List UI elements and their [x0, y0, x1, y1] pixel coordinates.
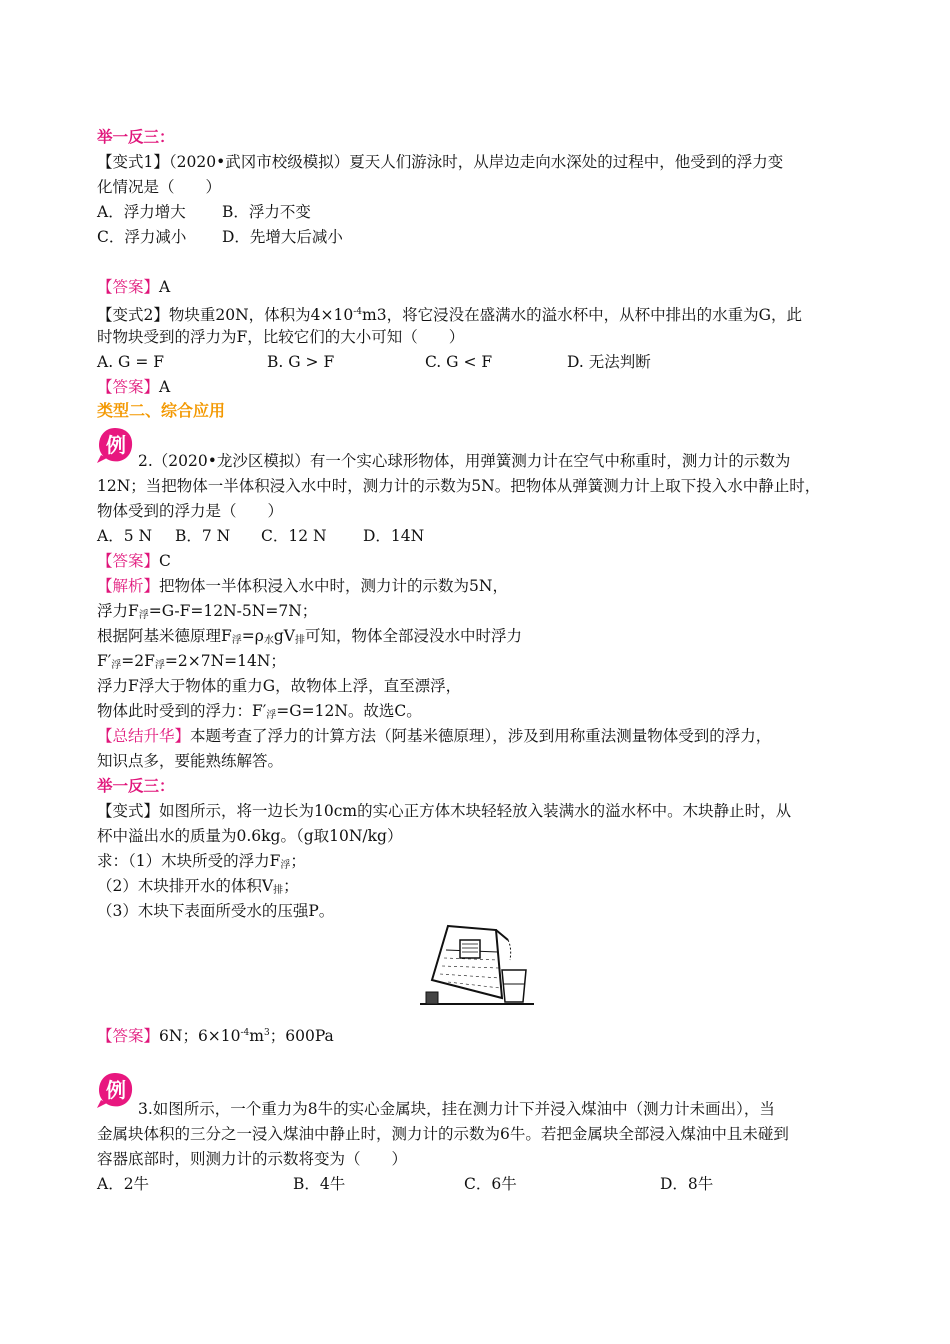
variant1-label: 【变式1】	[97, 153, 169, 171]
variant2-option-c: C. G < F	[425, 353, 493, 371]
variant1-option-d: D．先增大后减小	[222, 228, 343, 246]
example3-option-a: A．2牛	[97, 1175, 150, 1193]
section-heading-1: 举一反三：	[97, 128, 175, 146]
example3-option-c: C．6牛	[464, 1175, 517, 1193]
example2-option-b: B．7 N	[175, 527, 231, 545]
section-heading-2: 举一反三：	[97, 777, 175, 795]
example2-option-a: A．5 N	[97, 527, 153, 545]
variant2-question: 【变式2】物块重20N，体积为$4\times 10^{-4}m3$，将它浸没在盛满水的溢水杯中，从杯中排出的水重为G，此	[97, 306, 802, 324]
example3-question-line3: 容器底部时，则测力计的示数将变为（ ）	[97, 1150, 408, 1168]
example2-analysis-line1: 【解析】把物体一半体积浸入水中时，测力计的示数为5N，	[97, 577, 508, 595]
variant3-label: 【变式】	[97, 802, 160, 820]
example2-summary-line2: 知识点多，要能熟练解答。	[97, 752, 284, 770]
variant1-option-a: A．浮力增大	[97, 203, 186, 221]
variant1-question-line2: 化情况是（ ）	[97, 178, 222, 196]
example3-question-line1: 3.如图所示，一个重力为8牛的实心金属块，挂在测力计下并浸入煤油中（测力计未画出），当	[138, 1100, 775, 1118]
variant3-q3: （3）木块下表面所受水的压强P。	[97, 902, 335, 920]
example2-analysis-line4: $F'_浮=2F_浮=2\times 7N=14N$；	[97, 652, 286, 671]
example2-question-line2: 12N；当把物体一半体积浸入水中时，测力计的示数为5N。把物体从弹簧测力计上取下投入水中静止时，	[97, 477, 821, 495]
variant1-question: 【变式1】（2020•武冈市校级模拟）夏天人们游泳时，从岸边走向水深处的过程中，他受到的浮力变	[97, 153, 784, 171]
example3-option-b: B．4牛	[293, 1175, 346, 1193]
variant3-answer: 【答案】6N；$6\times 10^{-4}m^3$；600Pa	[97, 1027, 334, 1045]
example2-analysis-line2: 浮力$F_浮=G-F=12N-5N=7N$；	[97, 602, 318, 621]
variant2-label: 【变式2】	[97, 306, 169, 324]
variant3-question: 【变式】如图所示，将一边长为10cm的实心正方体木块轻轻放入装满水的溢水杯中。木块静止时，从	[97, 802, 792, 820]
example2-answer: 【答案】C	[97, 552, 171, 570]
example2-analysis-line3: 根据阿基米德原理$F_浮=\rho_水gV_排$可知，物体全部浸没水中时浮力	[97, 627, 523, 646]
variant1-options-row2	[97, 226, 343, 248]
variant1-option-c: C．浮力减小	[97, 228, 187, 246]
variant2-option-b: B. G > F	[267, 353, 335, 371]
variant3-question-line2: 杯中溢出水的质量为0.6kg。（g取10N/kg）	[97, 827, 403, 845]
variant2-option-a: A. G = F	[97, 353, 165, 371]
example2-option-d: D．14N	[363, 527, 425, 545]
example2-badge-text: 例	[106, 433, 126, 457]
variant2-answer: 【答案】A	[97, 378, 171, 396]
example2-options	[97, 525, 424, 547]
type2-heading: 类型二、综合应用	[97, 401, 226, 420]
variant2-options	[97, 351, 651, 373]
example2-analysis-line5: 浮力F浮大于物体的重力G，故物体上浮，直至漂浮，	[97, 677, 462, 695]
variant1-option-b: B．浮力不变	[222, 203, 311, 221]
variant3-q2: （2）木块排开水的体积$V_排$；	[97, 877, 299, 896]
example3-badge-text: 例	[106, 1078, 126, 1102]
variant3-q1: 求：（1）木块所受的浮力$F_浮$；	[97, 852, 306, 871]
example3-option-d: D．8牛	[660, 1175, 714, 1193]
variant2-option-d: D. 无法判断	[567, 353, 651, 371]
example2-analysis-line6: 物体此时受到的浮力：$F'_浮=G=12N$。故选C。	[97, 702, 422, 721]
example2-question-line1: 2.（2020•龙沙区模拟）有一个实心球形物体，用弹簧测力计在空气中称重时，测力计的示数为	[138, 452, 791, 470]
example3-options	[97, 1173, 713, 1195]
example2-option-c: C．12 N	[261, 527, 327, 545]
example2-summary-line1: 【总结升华】本题考查了浮力的计算方法（阿基米德原理），涉及到用称重法测量物体受到的浮力，	[97, 727, 772, 745]
overflow-cup-figure	[418, 920, 536, 1008]
example3-question-line2: 金属块体积的三分之一浸入煤油中静止时，测力计的示数为6牛。若把金属块全部浸入煤油中且未碰到	[97, 1125, 789, 1143]
example2-question-line3: 物体受到的浮力是（ ）	[97, 502, 284, 520]
variant1-options-row1	[97, 201, 311, 223]
variant1-answer: 【答案】A	[97, 278, 171, 296]
example-badge-icon	[95, 425, 135, 465]
variant2-question-line2: 时物块受到的浮力为F，比较它们的大小可知（ ）	[97, 328, 465, 346]
example-badge-icon	[95, 1070, 135, 1110]
